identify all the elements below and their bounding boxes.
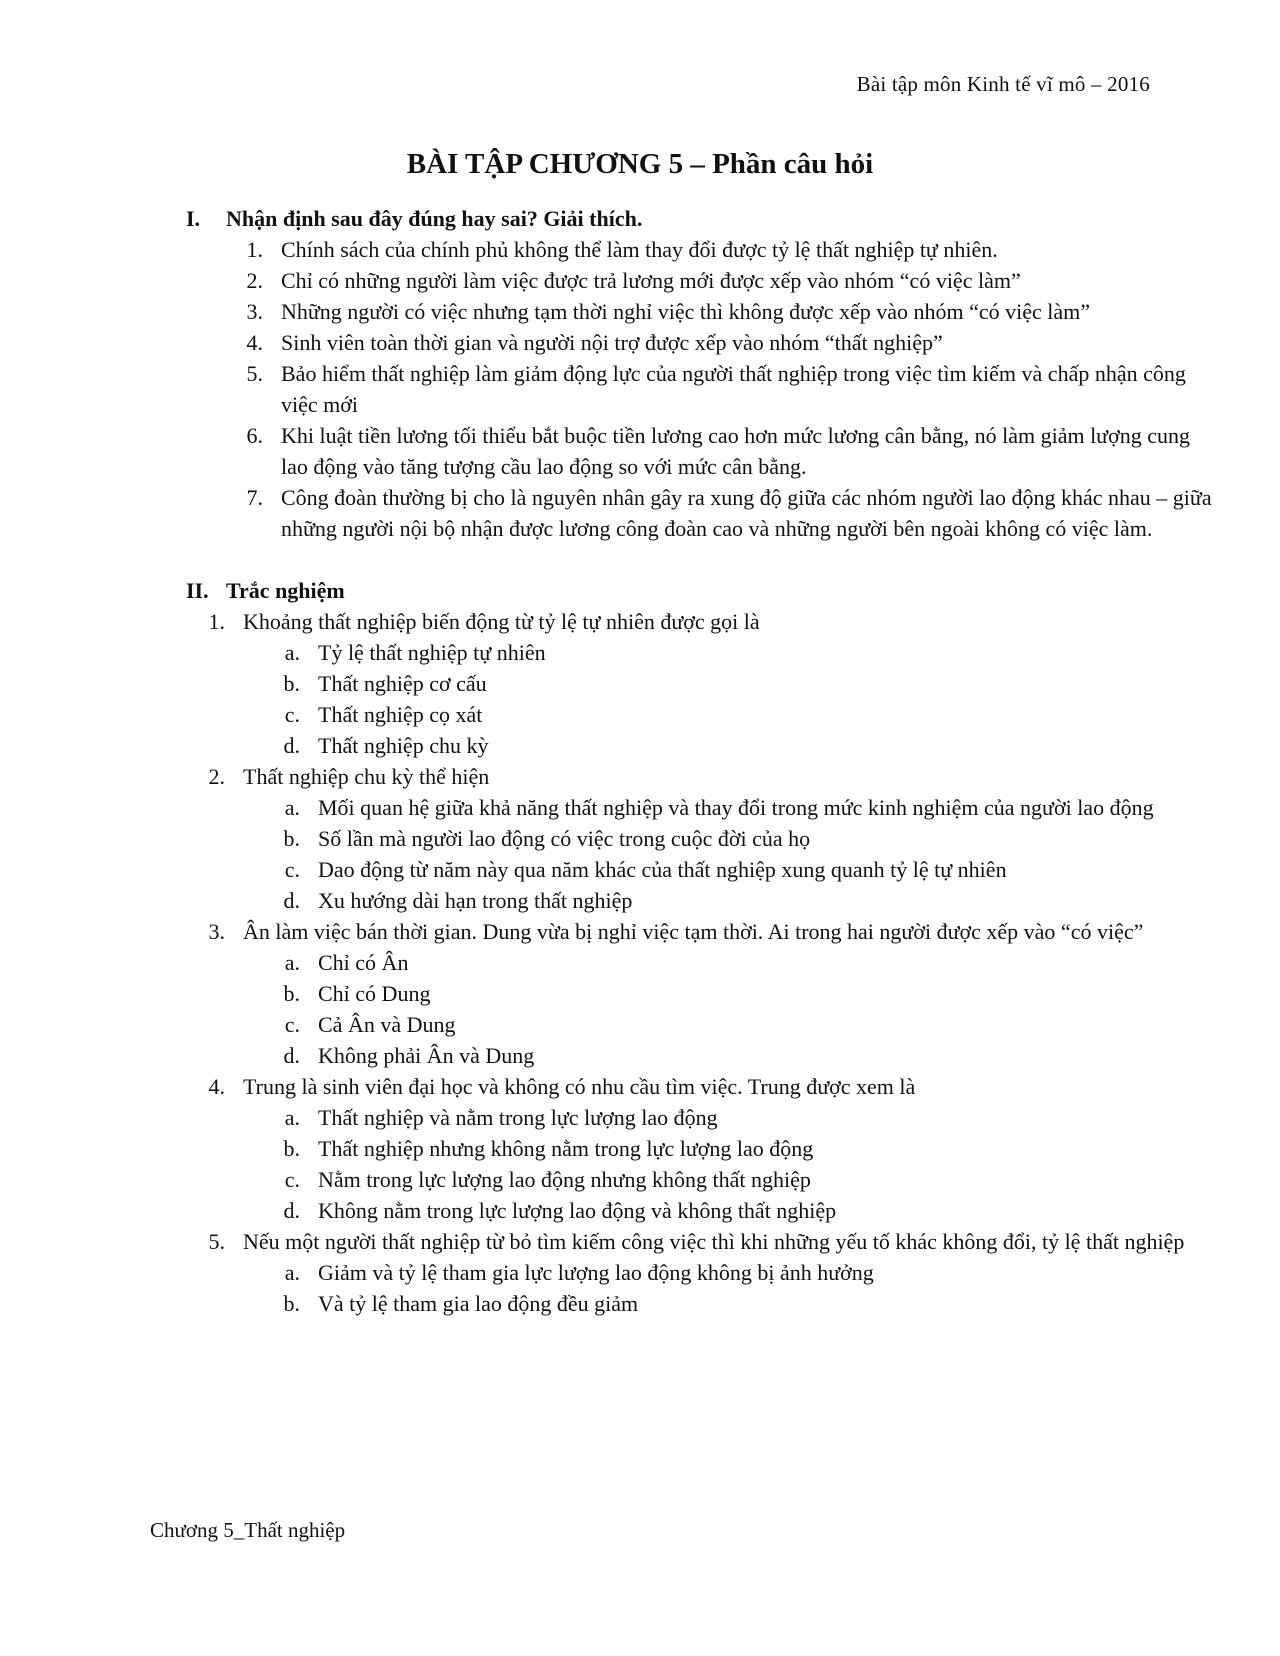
statement-item-number: 6.: [246, 423, 263, 448]
question-item-number: 5.: [208, 1229, 225, 1254]
answer-option-text: Xu hướng dài hạn trong thất nghiệp: [318, 888, 633, 913]
answer-option-text: Chỉ có Ân: [318, 950, 409, 975]
answer-option-number: c.: [284, 702, 300, 727]
statement-item: [186, 265, 1216, 296]
question-item: [186, 761, 1216, 792]
answer-option: [186, 854, 1216, 885]
answer-option-number: b.: [283, 671, 300, 696]
statement-item: [186, 358, 1216, 420]
statement-item-number: 5.: [246, 361, 263, 386]
answer-option-text: Mối quan hệ giữa khả năng thất nghiệp và thay đổi trong mức kinh nghiệm của người lao động: [318, 795, 1154, 820]
question-item-number: 1.: [208, 609, 225, 634]
answer-option-text: Thất nghiệp cọ xát: [318, 702, 483, 727]
statement-item-text: Sinh viên toàn thời gian và người nội trợ được xếp vào nhóm “thất nghiệp”: [281, 330, 943, 355]
statement-item-text: Chỉ có những người làm việc được trả lương mới được xếp vào nhóm “có việc làm”: [281, 268, 1021, 293]
question-item: [186, 1226, 1216, 1257]
section-2-number: II.: [186, 578, 209, 603]
section-1-number: I.: [186, 206, 201, 231]
answer-option: [186, 1164, 1216, 1195]
question-item-text: Khoảng thất nghiệp biến động từ tỷ lệ tự nhiên được gọi là: [243, 609, 760, 634]
answer-option-number: d.: [283, 1043, 300, 1068]
document-body: [186, 203, 1216, 1319]
question-item-number: 2.: [208, 764, 225, 789]
answer-option-number: b.: [283, 826, 300, 851]
answer-option-number: b.: [283, 1291, 300, 1316]
answer-option: [186, 792, 1216, 823]
statement-item-text: Công đoàn thường bị cho là nguyên nhân gây ra xung độ giữa các nhóm người lao động khác nhau – giữa những người nội bộ nhận được lương công đoàn cao và những người bên ngoài không có việc làm.: [281, 485, 1212, 541]
statement-item: [186, 327, 1216, 358]
answer-option: [186, 637, 1216, 668]
question-item-number: 3.: [208, 919, 225, 944]
statement-item-number: 3.: [246, 299, 263, 324]
answer-option: [186, 978, 1216, 1009]
section-1-heading: [186, 203, 1216, 234]
answer-option: [186, 1195, 1216, 1226]
answer-option-text: Và tỷ lệ tham gia lao động đều giảm: [318, 1291, 639, 1316]
statement-item: [186, 420, 1216, 482]
answer-option-text: Không nằm trong lực lượng lao động và không thất nghiệp: [318, 1198, 837, 1223]
answer-option-text: Số lần mà người lao động có việc trong cuộc đời của họ: [318, 826, 811, 851]
question-item-text: Trung là sinh viên đại học và không có nhu cầu tìm việc. Trung được xem là: [243, 1074, 916, 1099]
statement-item-text: Những người có việc nhưng tạm thời nghỉ việc thì không được xếp vào nhóm “có việc làm”: [281, 299, 1091, 324]
answer-option: [186, 1288, 1216, 1319]
answer-option-number: a.: [284, 640, 300, 665]
answer-option-text: Chỉ có Dung: [318, 981, 431, 1006]
answer-option-text: Nằm trong lực lượng lao động nhưng không thất nghiệp: [318, 1167, 811, 1192]
statement-item-number: 4.: [246, 330, 263, 355]
answer-option: [186, 1009, 1216, 1040]
statement-item-number: 1.: [246, 237, 263, 262]
page-header: Bài tập môn Kinh tế vĩ mô – 2016: [856, 72, 1150, 96]
answer-option-number: c.: [284, 1167, 300, 1192]
answer-option-number: c.: [284, 857, 300, 882]
answer-option-number: d.: [283, 888, 300, 913]
question-list: [186, 606, 1216, 1319]
answer-option-text: Dao động từ năm này qua năm khác của thất nghiệp xung quanh tỷ lệ tự nhiên: [318, 857, 1007, 882]
statement-item-text: Bảo hiểm thất nghiệp làm giảm động lực của người thất nghiệp trong việc tìm kiếm và chấp nhận công việc mới: [281, 361, 1186, 417]
answer-option-number: b.: [283, 1136, 300, 1161]
statement-item-text: Khi luật tiền lương tối thiểu bắt buộc tiền lương cao hơn mức lương cân bằng, nó làm giảm lượng cung lao động vào tăng tượng cầu lao động so với mức cân bằng.: [281, 423, 1191, 479]
statement-item: [186, 482, 1216, 544]
answer-option: [186, 947, 1216, 978]
answer-option: [186, 1257, 1216, 1288]
statement-item-number: 2.: [246, 268, 263, 293]
section-1-title: Nhận định sau đây đúng hay sai? Giải thích.: [226, 206, 643, 231]
page-title: BÀI TẬP CHƯƠNG 5 – Phần câu hỏi: [406, 148, 874, 180]
answer-option-text: Cả Ân và Dung: [318, 1012, 456, 1037]
section-2-title: Trắc nghiệm: [226, 578, 345, 603]
answer-option-number: d.: [283, 1198, 300, 1223]
answer-option-text: Thất nghiệp cơ cấu: [318, 671, 487, 696]
answer-option-text: Giảm và tỷ lệ tham gia lực lượng lao động không bị ảnh hưởng: [318, 1260, 874, 1285]
question-item-number: 4.: [208, 1074, 225, 1099]
question-item: [186, 1071, 1216, 1102]
answer-option: [186, 1040, 1216, 1071]
answer-option-number: d.: [283, 733, 300, 758]
question-item: [186, 606, 1216, 637]
answer-option-text: Không phải Ân và Dung: [318, 1043, 535, 1068]
answer-option: [186, 1102, 1216, 1133]
answer-option-number: c.: [284, 1012, 300, 1037]
answer-option: [186, 699, 1216, 730]
answer-option: [186, 885, 1216, 916]
question-item-text: Nếu một người thất nghiệp từ bỏ tìm kiếm công việc thì khi những yếu tố khác không đổi, tỷ lệ thất nghiệp: [243, 1229, 1185, 1254]
statement-item-number: 7.: [246, 485, 263, 510]
question-item-text: Ân làm việc bán thời gian. Dung vừa bị nghỉ việc tạm thời. Ai trong hai người được xếp vào “có việc”: [243, 919, 1144, 944]
section-2-heading: [186, 575, 1216, 606]
answer-option-text: Thất nghiệp chu kỳ: [318, 733, 489, 758]
answer-option: [186, 823, 1216, 854]
question-item: [186, 916, 1216, 947]
answer-option-number: a.: [284, 1260, 300, 1285]
answer-option: [186, 1133, 1216, 1164]
answer-option-text: Thất nghiệp nhưng không nằm trong lực lượng lao động: [318, 1136, 814, 1161]
answer-option-number: b.: [283, 981, 300, 1006]
statement-list: [186, 234, 1216, 544]
section-spacer: [186, 544, 1216, 575]
answer-option-text: Tỷ lệ thất nghiệp tự nhiên: [318, 640, 546, 665]
statement-item: [186, 234, 1216, 265]
answer-option-number: a.: [284, 795, 300, 820]
statement-item: [186, 296, 1216, 327]
answer-option-number: a.: [284, 1105, 300, 1130]
question-item-text: Thất nghiệp chu kỳ thể hiện: [243, 764, 490, 789]
answer-option-number: a.: [284, 950, 300, 975]
statement-item-text: Chính sách của chính phủ không thể làm thay đổi được tỷ lệ thất nghiệp tự nhiên.: [281, 237, 998, 262]
page-footer: Chương 5_Thất nghiệp: [150, 1518, 346, 1542]
answer-option: [186, 730, 1216, 761]
answer-option: [186, 668, 1216, 699]
answer-option-text: Thất nghiệp và nằm trong lực lượng lao động: [318, 1105, 718, 1130]
